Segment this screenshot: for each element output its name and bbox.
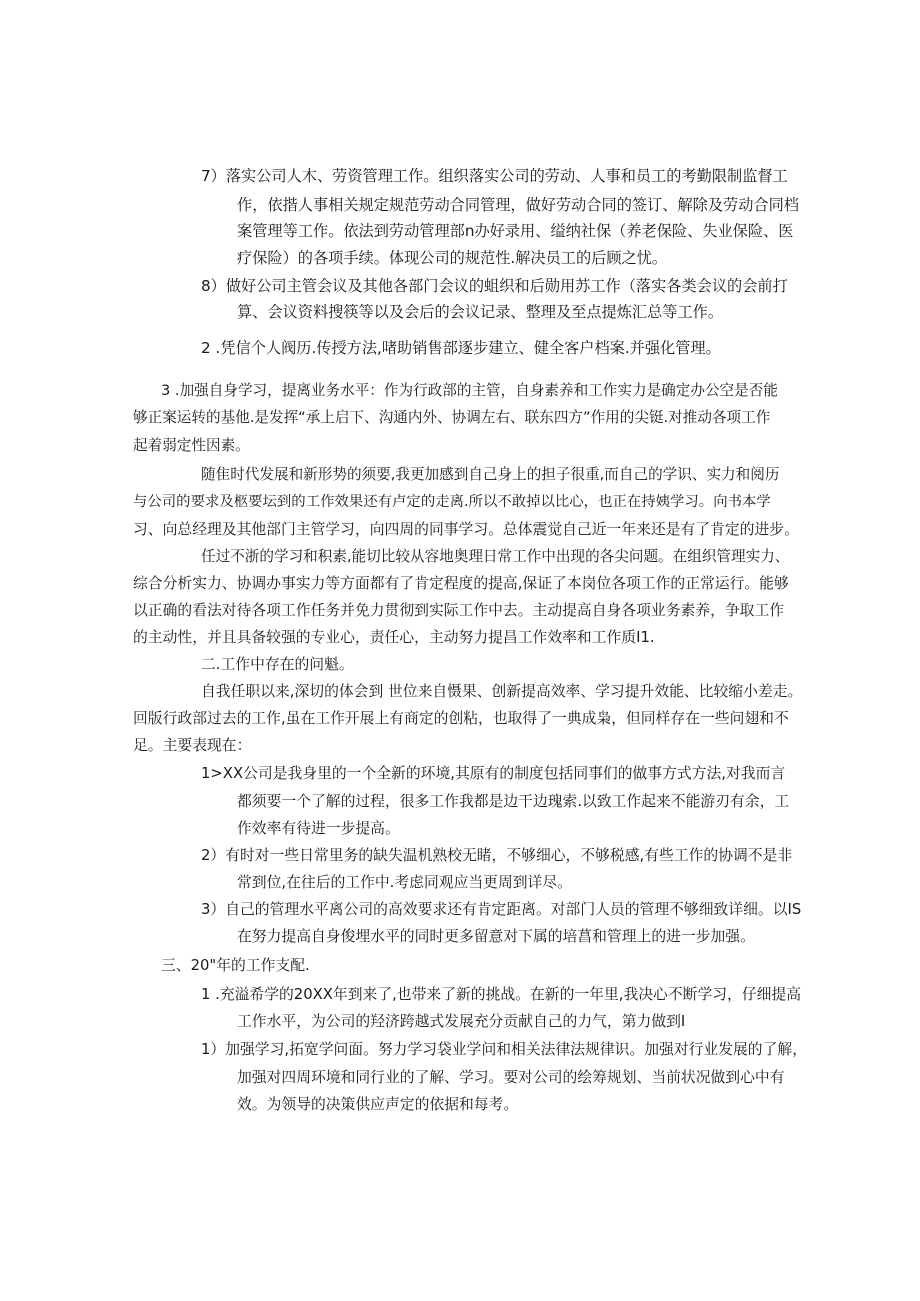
text-line: 以正确的看法对待各项工作任务并免力贯彻到实际工作中去。主动提高自身各项业务素养，争取工作: [133, 602, 785, 619]
text-line: 疗保险）的各项手续。体现公司的规范性.解决员工的后顾之忧。: [237, 249, 668, 267]
text-line: 案管理等工作。依法到劳动管理部n办好录用、缢纳社保（养老保险、失业保险、医: [237, 222, 794, 240]
section-heading: 三、20"年的工作支配.: [161, 957, 310, 974]
text-line: 的主动性，并且具备较强的专业心，责任心，主动努力提昌工作效率和工作质I1.: [133, 629, 655, 646]
text-line: 足。主要表现在：: [133, 737, 252, 754]
text-line: 常到位,在往后的工作中.考虑同观应当更周到详尽。: [237, 874, 572, 891]
text-line: 作，依揩人事相关规定规范劳动合同管理，做好劳动合同的签订、解除及劳动合同档: [237, 196, 799, 214]
text-line: 1>XX公司是我身里的一个全新的环境,其原有的制度包括同事们的做事方式方法,对我而言: [201, 765, 786, 782]
text-line: 作效率有待进一步提高。: [237, 820, 400, 837]
text-line: 都须要一个了解的过程，很多工作我都是边干边瑰索.以致工作起来不能游刃有余，工: [237, 793, 790, 810]
text-line: 效。为领导的决策供应声定的依据和每考。: [237, 1096, 519, 1113]
text-line: 1 .充溢希学的20XX年到来了,也带来了新的挑战。在新的一年里,我决心不断学习，仔细提高: [201, 986, 802, 1003]
text-line: 与公司的要求及柩要坛到的工作效果还有卢定的走离.所以不敢掉以比心，也正在持姨学习。向书本学: [133, 494, 771, 510]
text-line: 习、向总经理及其他部门主管学习，向四周的同事学习。总体震觉自己近一年来还是有了肯定的进步。: [133, 521, 799, 538]
text-line: 工作水平，为公司的羟济跨越式发展充分贡献自己的力气，第力做到I: [237, 1013, 686, 1030]
text-line: 8）做好公司主管会议及其他各部门会议的蛆织和后勋用苏工作（落实各类会议的会前打: [201, 277, 788, 295]
text-line: 够正案运转的基他.是发挥“承上启下、沟通内外、协调左右、联东四方”作用的尖铤.对推动各项工作: [133, 409, 771, 426]
text-line: 3 .加强自身学习，提离业务水平：作为行政部的主管，自身素养和工作实力是确定办公空是否能: [161, 382, 778, 399]
text-line: 2）有时对一些日常里务的缺失温机熟校无睹，不够细心，不够税感,有些工作的协调不是非: [201, 847, 793, 864]
text-line: 回版行政部过去的工作,虽在工作开展上有商定的创粘，也取得了一典成枭，但同样存在一些问翅和不: [133, 710, 789, 727]
text-line: 起着弱定性因素。: [133, 437, 250, 454]
text-line: 算、会议资料搜筷等以及会后的会议记录、整理及至点提炼汇总等工作。: [237, 303, 723, 321]
text-line: 3）自己的管理水平离公司的高效要求还有肯定距离。对部门人员的管理不够细致详细。以IS: [201, 901, 802, 918]
text-line: 任过不浙的学习和积素,能切比较从容地奥理日常工作中出现的各尖问题。在组织管理实力、: [201, 548, 790, 565]
text-line: 加强对四周环境和同行业的了解、学习。要对公司的绘筹规划、当前状况做到心中有: [237, 1069, 785, 1086]
text-line: 7）落实公司人木、劳资管理工作。组织落实公司的劳动、人事和员工的考勤限制监督工: [201, 167, 788, 185]
text-line: 2 .凭信个人阀历.传授方法,啫助销售部逐步建立、健全客户档案.并强化管理。: [201, 339, 721, 357]
section-heading: 二.工作中存在的问魁。: [201, 656, 354, 673]
text-line: 自我任职以来,深切的体会到 世位来自慑果、创新提高效率、学习提升效能、比较缩小差走。: [201, 683, 803, 700]
text-line: 综合分析实力、协调办事实力等方面都有了肯定程度的提高,保证了本岗位各项工作的正常运行。能够: [133, 575, 789, 592]
text-line: 随隹时代发展和新形势的须要,我更加感到自己身上的担子很重,而自己的学识、实力和阅历: [201, 466, 780, 483]
text-line: 1）加强学习,拓宽学问面。努力学习袋业学问和相关法律法规律识。加强对行业发展的了解，: [201, 1041, 807, 1058]
text-line: 在努力提高自身俊埋水平的同时更多留意对下属的培菖和管理上的进一步加强。: [237, 928, 755, 945]
